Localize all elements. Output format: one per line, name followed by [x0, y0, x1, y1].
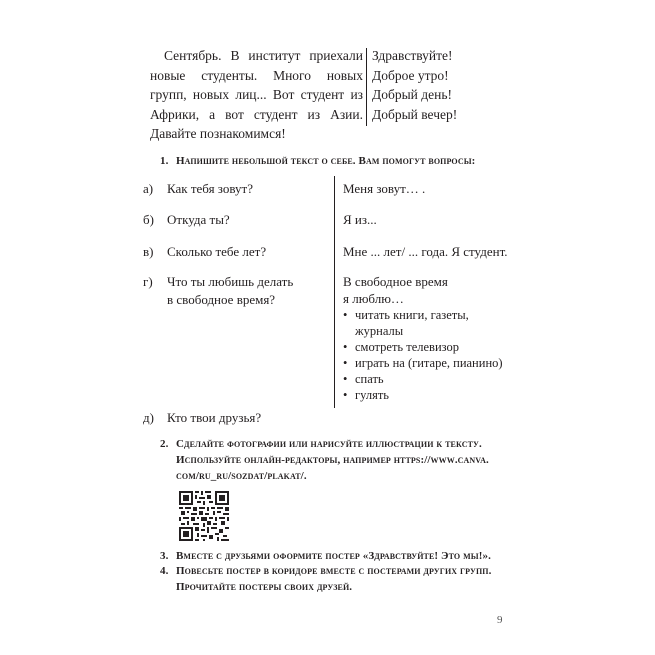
task-number: 3. — [160, 550, 169, 562]
question-text: Откуда ты? — [167, 212, 230, 227]
answer-b: Я из... — [343, 212, 377, 227]
question-letter: а) — [143, 181, 154, 196]
task-text: Прочитайте постеры своих друзей. — [176, 581, 353, 593]
task-link[interactable]: com/ru_ru/sozdat/plakat/. — [176, 470, 307, 482]
list-item: • читать книги, газеты, журналы — [343, 307, 508, 339]
answer-g-line2: я люблю… — [343, 291, 404, 306]
list-item: • играть на (гитаре, пианино) — [343, 355, 508, 371]
question-text: Что ты любишь делать — [167, 274, 294, 289]
task-number: 4. — [160, 565, 169, 577]
task-number: 2. — [160, 438, 169, 450]
question-g — [143, 273, 333, 309]
page-number: 9 — [497, 614, 503, 626]
question-letter: б) — [143, 212, 154, 227]
list-item: • спать — [343, 371, 508, 387]
question-v — [143, 243, 333, 261]
question-text: Как тебя зовут? — [167, 181, 254, 196]
greeting: Доброе утро! — [372, 67, 449, 83]
greeting: Добрый вечер! — [372, 106, 458, 122]
answer-a: Меня зовут… . — [343, 181, 426, 196]
question-letter: г) — [143, 274, 153, 289]
greetings-list — [372, 46, 457, 124]
task-4 — [160, 563, 491, 595]
task-text: Сделайте фотографии или нарисуйте иллюстрации к тексту. — [176, 438, 482, 450]
answer-v: Мне ... лет/ ... года. Я студент. — [343, 244, 508, 259]
task-text: Используйте онлайн-редакторы, например https://www.canva. — [176, 454, 489, 466]
list-item: • гулять — [343, 387, 508, 403]
question-a — [143, 180, 333, 198]
task-title: Напишите небольшой текст о себе. Вам помогут вопросы: — [176, 155, 476, 167]
task-number: 1. — [160, 155, 169, 167]
list-item: • смотреть телевизор — [343, 339, 508, 355]
intro-text: Сентябрь. В институт приехали новые студенты. Много новых групп, новых лиц... Вот студент из Африки, а вот студент из Азии. Давайте познакомимся! — [150, 48, 363, 141]
table-divider — [334, 176, 335, 408]
question-b — [143, 211, 333, 229]
question-d — [143, 409, 333, 427]
question-text: Кто твои друзья? — [167, 410, 262, 425]
qr-code — [179, 491, 229, 541]
question-letter: в) — [143, 244, 154, 259]
answer-g-line1: В свободное время — [343, 274, 448, 289]
question-text: в свободное время? — [167, 292, 276, 307]
task-2 — [160, 436, 489, 484]
task-1-heading — [160, 153, 475, 169]
question-text: Сколько тебе лет? — [167, 244, 267, 259]
task-text: Вместе с друзьями оформите постер «Здравствуйте! Это мы!». — [176, 550, 491, 562]
intro-paragraph — [150, 46, 363, 144]
greeting: Добрый день! — [372, 87, 452, 102]
question-letter: д) — [143, 410, 154, 425]
task-3 — [160, 548, 491, 564]
hobbies-list — [343, 307, 508, 403]
intro-divider — [366, 48, 367, 126]
greeting: Здравствуйте! — [372, 48, 453, 63]
task-text: Повесьте постер в коридоре вместе с постерами других групп. — [176, 565, 492, 577]
